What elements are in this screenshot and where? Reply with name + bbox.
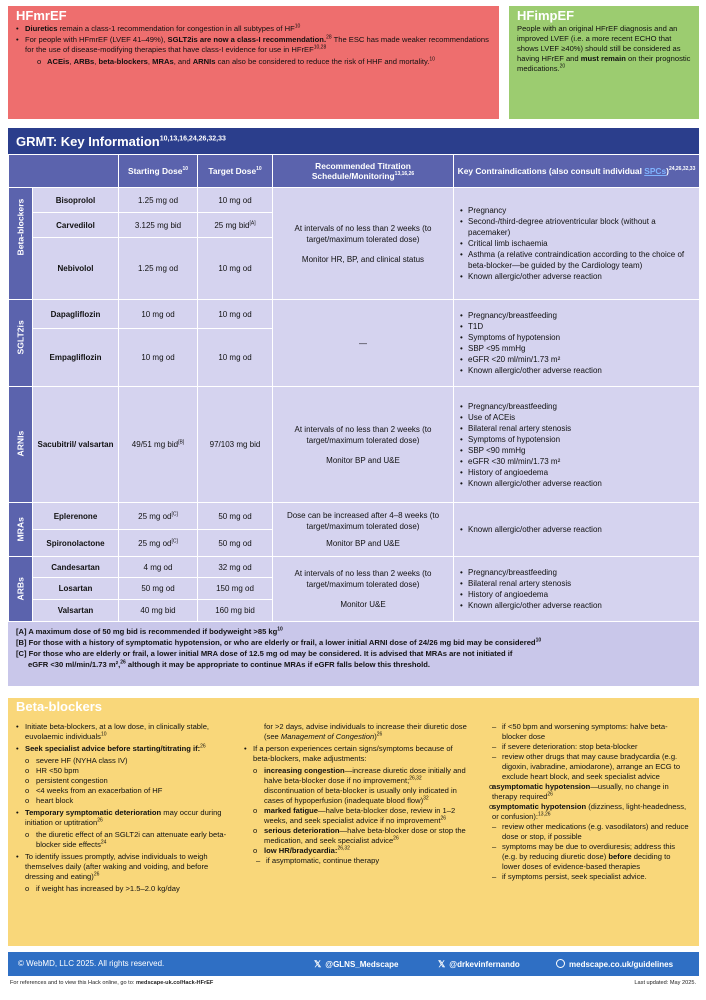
drug-name: Losartan xyxy=(33,578,119,600)
drug-name: Nebivolol xyxy=(33,238,119,300)
hfimpef-panel xyxy=(509,6,699,119)
drug-name: Bisoprolol xyxy=(33,188,119,213)
drug-name: Empagliflozin xyxy=(33,329,119,387)
drug-name: Dapagliflozin xyxy=(33,300,119,329)
contraindications-cell: • Pregnancy/breastfeeding • Bilateral renal artery stenosis • History of angioedema • Known allergic/other adverse reaction xyxy=(454,557,700,622)
titration-cell: At intervals of no less than 2 weeks (to target/maximum tolerated dose) Monitor HR, BP, and clinical status xyxy=(273,188,454,300)
titration-cell: Dose can be increased after 4–8 weeks (to target/maximum tolerated dose) Monitor BP and U&E xyxy=(273,503,454,557)
titration-cell: — xyxy=(273,300,454,387)
titration-cell: At intervals of no less than 2 weeks (to target/maximum tolerated dose) Monitor BP and U&E xyxy=(273,387,454,503)
target-dose: 160 mg bid xyxy=(198,600,273,622)
starting-dose: 1.25 mg od xyxy=(119,238,198,300)
target-dose: 150 mg od xyxy=(198,578,273,600)
hfmref-title: HFmrEF xyxy=(16,8,67,23)
header-target-dose: Target Dose$^{10}$ xyxy=(198,155,273,188)
group-arnis: ARNIs xyxy=(9,387,33,503)
table-row xyxy=(9,503,700,530)
target-dose: 32 mg od xyxy=(198,557,273,578)
grmt-table xyxy=(8,154,700,622)
starting-dose: 25 mg od[C] xyxy=(119,530,198,557)
starting-dose: 1.25 mg od xyxy=(119,188,198,213)
titration-cell: At intervals of no less than 2 weeks (to target/maximum tolerated dose) Monitor U&E xyxy=(273,557,454,622)
x-logo-icon: 𝕏 xyxy=(314,959,322,969)
spc-link[interactable]: SPCs xyxy=(644,166,667,176)
table-row xyxy=(9,188,700,213)
website-link[interactable]: medscape.co.uk/guidelines xyxy=(556,959,673,969)
grmt-panel xyxy=(8,128,699,686)
target-dose: 25 mg bid[A] xyxy=(198,213,273,238)
starting-dose: 49/51 mg bid[B] xyxy=(119,387,198,503)
contraindications-cell: • Pregnancy/breastfeeding • Use of ACEis • Bilateral renal artery stenosis • Symptoms of hypotension • SBP <90 mmHg • eGFR <30 ml/min/1.73 m² • History of angioedema • Known allergic/other adverse reaction xyxy=(454,387,700,503)
header-contraindications: Key Contraindications (also consult individual SPCs)$^{24,26,32,33}$ xyxy=(454,155,700,188)
group-mras: MRAs xyxy=(9,503,33,557)
bb-column-3: – if <50 bpm and worsening symptoms: halve beta-blocker dose – if severe deterioration: stop beta-blocker – review other drugs that may cause bradycardia (e.g. digoxin, ivabradine, amiodarone), arrange an ECG to exclude heart block, and seek specialist advice o asymptomatic hypotension—usually, no change in therapy required$^{26}$ o symptomatic hypotension (dizziness, light-headedness, or confusion):$^{13,26}$ – review other medications (e.g. vasodilators) and reduce dose or stop, if possible – symptoms may be due to overdiuresis; address this (e.g. by reducing diuretic dose) before deciding to lower doses of evidence-based therapies – if symptoms persist, seek specialist advice. xyxy=(480,722,690,882)
target-dose: 10 mg od xyxy=(198,300,273,329)
hfimpef-text: People with an original HFrEF diagnosis and an improved LVEF (i.e. a more recent ECHO that shows LVEF ≥40%) should still be considered as having HFrEF and must remain on their prognostic medications.$^{20}$ xyxy=(517,24,691,73)
list-item: • Diuretics remain a class-1 recommendation for congestion in all subtypes of HF$^{10}$ xyxy=(16,24,491,34)
drug-name: Sacubitril/ valsartan xyxy=(33,387,119,503)
twitter-link-kevin[interactable]: 𝕏 @drkevinfernando xyxy=(438,959,520,969)
starting-dose: 10 mg od xyxy=(119,329,198,387)
header-titration: Recommended Titration Schedule/Monitoring$^{13,16,26}$ xyxy=(273,155,454,188)
group-beta-blockers: Beta-blockers xyxy=(9,188,33,300)
x-logo-icon: 𝕏 xyxy=(438,959,446,969)
target-dose: 50 mg od xyxy=(198,530,273,557)
reference-footnote: For references and to view this Hack online, go to: medscape-uk.co/Hack-HFrEF xyxy=(10,980,214,986)
target-dose: 10 mg od xyxy=(198,188,273,213)
twitter-link-glns[interactable]: 𝕏 @GLNS_Medscape xyxy=(314,959,399,969)
starting-dose: 50 mg od xyxy=(119,578,198,600)
hfimpef-title: HFimpEF xyxy=(517,8,575,23)
beta-blockers-panel xyxy=(8,698,699,946)
contraindications-cell: • Known allergic/other adverse reaction xyxy=(454,503,700,557)
hack-link[interactable]: medscape-uk.co/Hack-HFrEF xyxy=(135,980,214,986)
starting-dose: 25 mg od[C] xyxy=(119,503,198,530)
target-dose: 97/103 mg bid xyxy=(198,387,273,503)
list-item: • For people with HFmrEF (LVEF 41–49%), SGLT2is are now a class-I recommendation.$^{28}$ The ESC has made weaker recommendations for the use of disease-modifying therapies that have class-I evidence for use in HFrEF$^{10,28}$ o ACEis, ARBs, beta-blockers, MRAs, and ARNIs can also be considered to reduce the risk of HHF and mortality.$^{10}$ xyxy=(16,35,491,67)
bb-column-2: for >2 days, advise individuals to increase their diuretic dose (see Management of Congestion)$^{26}$ • If a person experiences certain signs/symptoms because of beta-blockers, make adjustments: o increasing congestion—increase diuretic dose initially and halve beta-blocker dose if no improvement;$^{26,32}$ discontinuation of beta-blocker is usually only indicated in cases of hypoperfusion (inadequate blood flow)$^{32}$ o marked fatigue—halve beta-blocker dose, review in 1–2 weeks, and seek specialist advice if no improvement$^{26}$ o serious deterioration—halve beta-blocker dose or stop the medication, and seek specialist advice$^{26}$ o low HR/bradycardia:$^{26,32}$ – if asymptomatic, continue therapy xyxy=(244,722,470,866)
group-arbs: ARBs xyxy=(9,557,33,622)
table-row xyxy=(9,300,700,329)
starting-dose: 10 mg od xyxy=(119,300,198,329)
bb-column-1: • Initiate beta-blockers, at a low dose, in clinically stable, euvolaemic individuals$^{10}$ • Seek specialist advice before starting/titrating if:$^{26}$ o severe HF (NYHA class IV) o HR <50 bpm o persistent congestion o <4 weeks from an exacerbation of HF o heart block • Temporary symptomatic deterioration may occur during initiation or uptitration$^{26}$ o the diuretic effect of an SGLT2i can attenuate early beta-blocker side effects$^{24}$ • To identify issues promptly, advise individuals to weigh themselves daily (after waking and voiding, and before dressing and eating)$^{26}$ o if weight has increased by >1.5–2.0 kg/day xyxy=(16,722,236,894)
table-footnotes: [A] A maximum dose of 50 mg bid is recommended if bodyweight >85 $kg^{10}$ [B] For those with a history of symptomatic hypotension, or who are elderly or frail, a lower initial ARNI dose of 24/26 mg bid may be considered$^{10}$ [C] For those who are elderly or frail, a lower initial MRA dose of 12.5 mg od may be considered. It is advised that MRAs are not initiated if eGFR <30 ml/min/1.73 m²,$^{26}$ although it may be appropriate to continue MRAs if eGFR falls below this threshold. xyxy=(8,622,699,674)
target-dose: 10 mg od xyxy=(198,329,273,387)
drug-name: Valsartan xyxy=(33,600,119,622)
drug-name: Candesartan xyxy=(33,557,119,578)
starting-dose: 40 mg bid xyxy=(119,600,198,622)
group-sglt2is: SGLT2is xyxy=(9,300,33,387)
last-updated: Last updated: May 2025. xyxy=(634,980,696,986)
hfmref-panel xyxy=(8,6,499,119)
drug-name: Carvedilol xyxy=(33,213,119,238)
target-dose: 50 mg od xyxy=(198,503,273,530)
copyright: © WebMD, LLC 2025. All rights reserved. xyxy=(18,959,165,968)
list-item: o ACEis, ARBs, beta-blockers, MRAs, and ARNIs can also be considered to reduce the risk of HHF and mortality.$^{10}$ xyxy=(25,57,491,67)
target-dose: 10 mg od xyxy=(198,238,273,300)
starting-dose: 3.125 mg bid xyxy=(119,213,198,238)
contraindications-cell: • Pregnancy • Second-/third-degree atrioventricular block (without a pacemaker) • Critical limb ischaemia • Asthma (a relative contraindication according to the choice of beta-blocker—be guided by the Cardiology team) • Known allergic/other adverse reaction xyxy=(454,188,700,300)
grmt-title: GRMT: Key Information$^{10,13,16,24,26,32,33}$ xyxy=(8,128,699,154)
header-starting-dose: Starting Dose$^{10}$ xyxy=(119,155,198,188)
starting-dose: 4 mg od xyxy=(119,557,198,578)
footer-bar xyxy=(8,952,699,976)
globe-icon xyxy=(556,959,565,968)
contraindications-cell: • Pregnancy/breastfeeding • T1D • Symptoms of hypotension • SBP <95 mmHg • eGFR <20 ml/min/1.73 m² • Known allergic/other adverse reaction xyxy=(454,300,700,387)
drug-name: Spironolactone xyxy=(33,530,119,557)
table-row xyxy=(9,387,700,503)
drug-name: Eplerenone xyxy=(33,503,119,530)
beta-blockers-title: Beta-blockers xyxy=(16,699,102,714)
table-row xyxy=(9,557,700,578)
